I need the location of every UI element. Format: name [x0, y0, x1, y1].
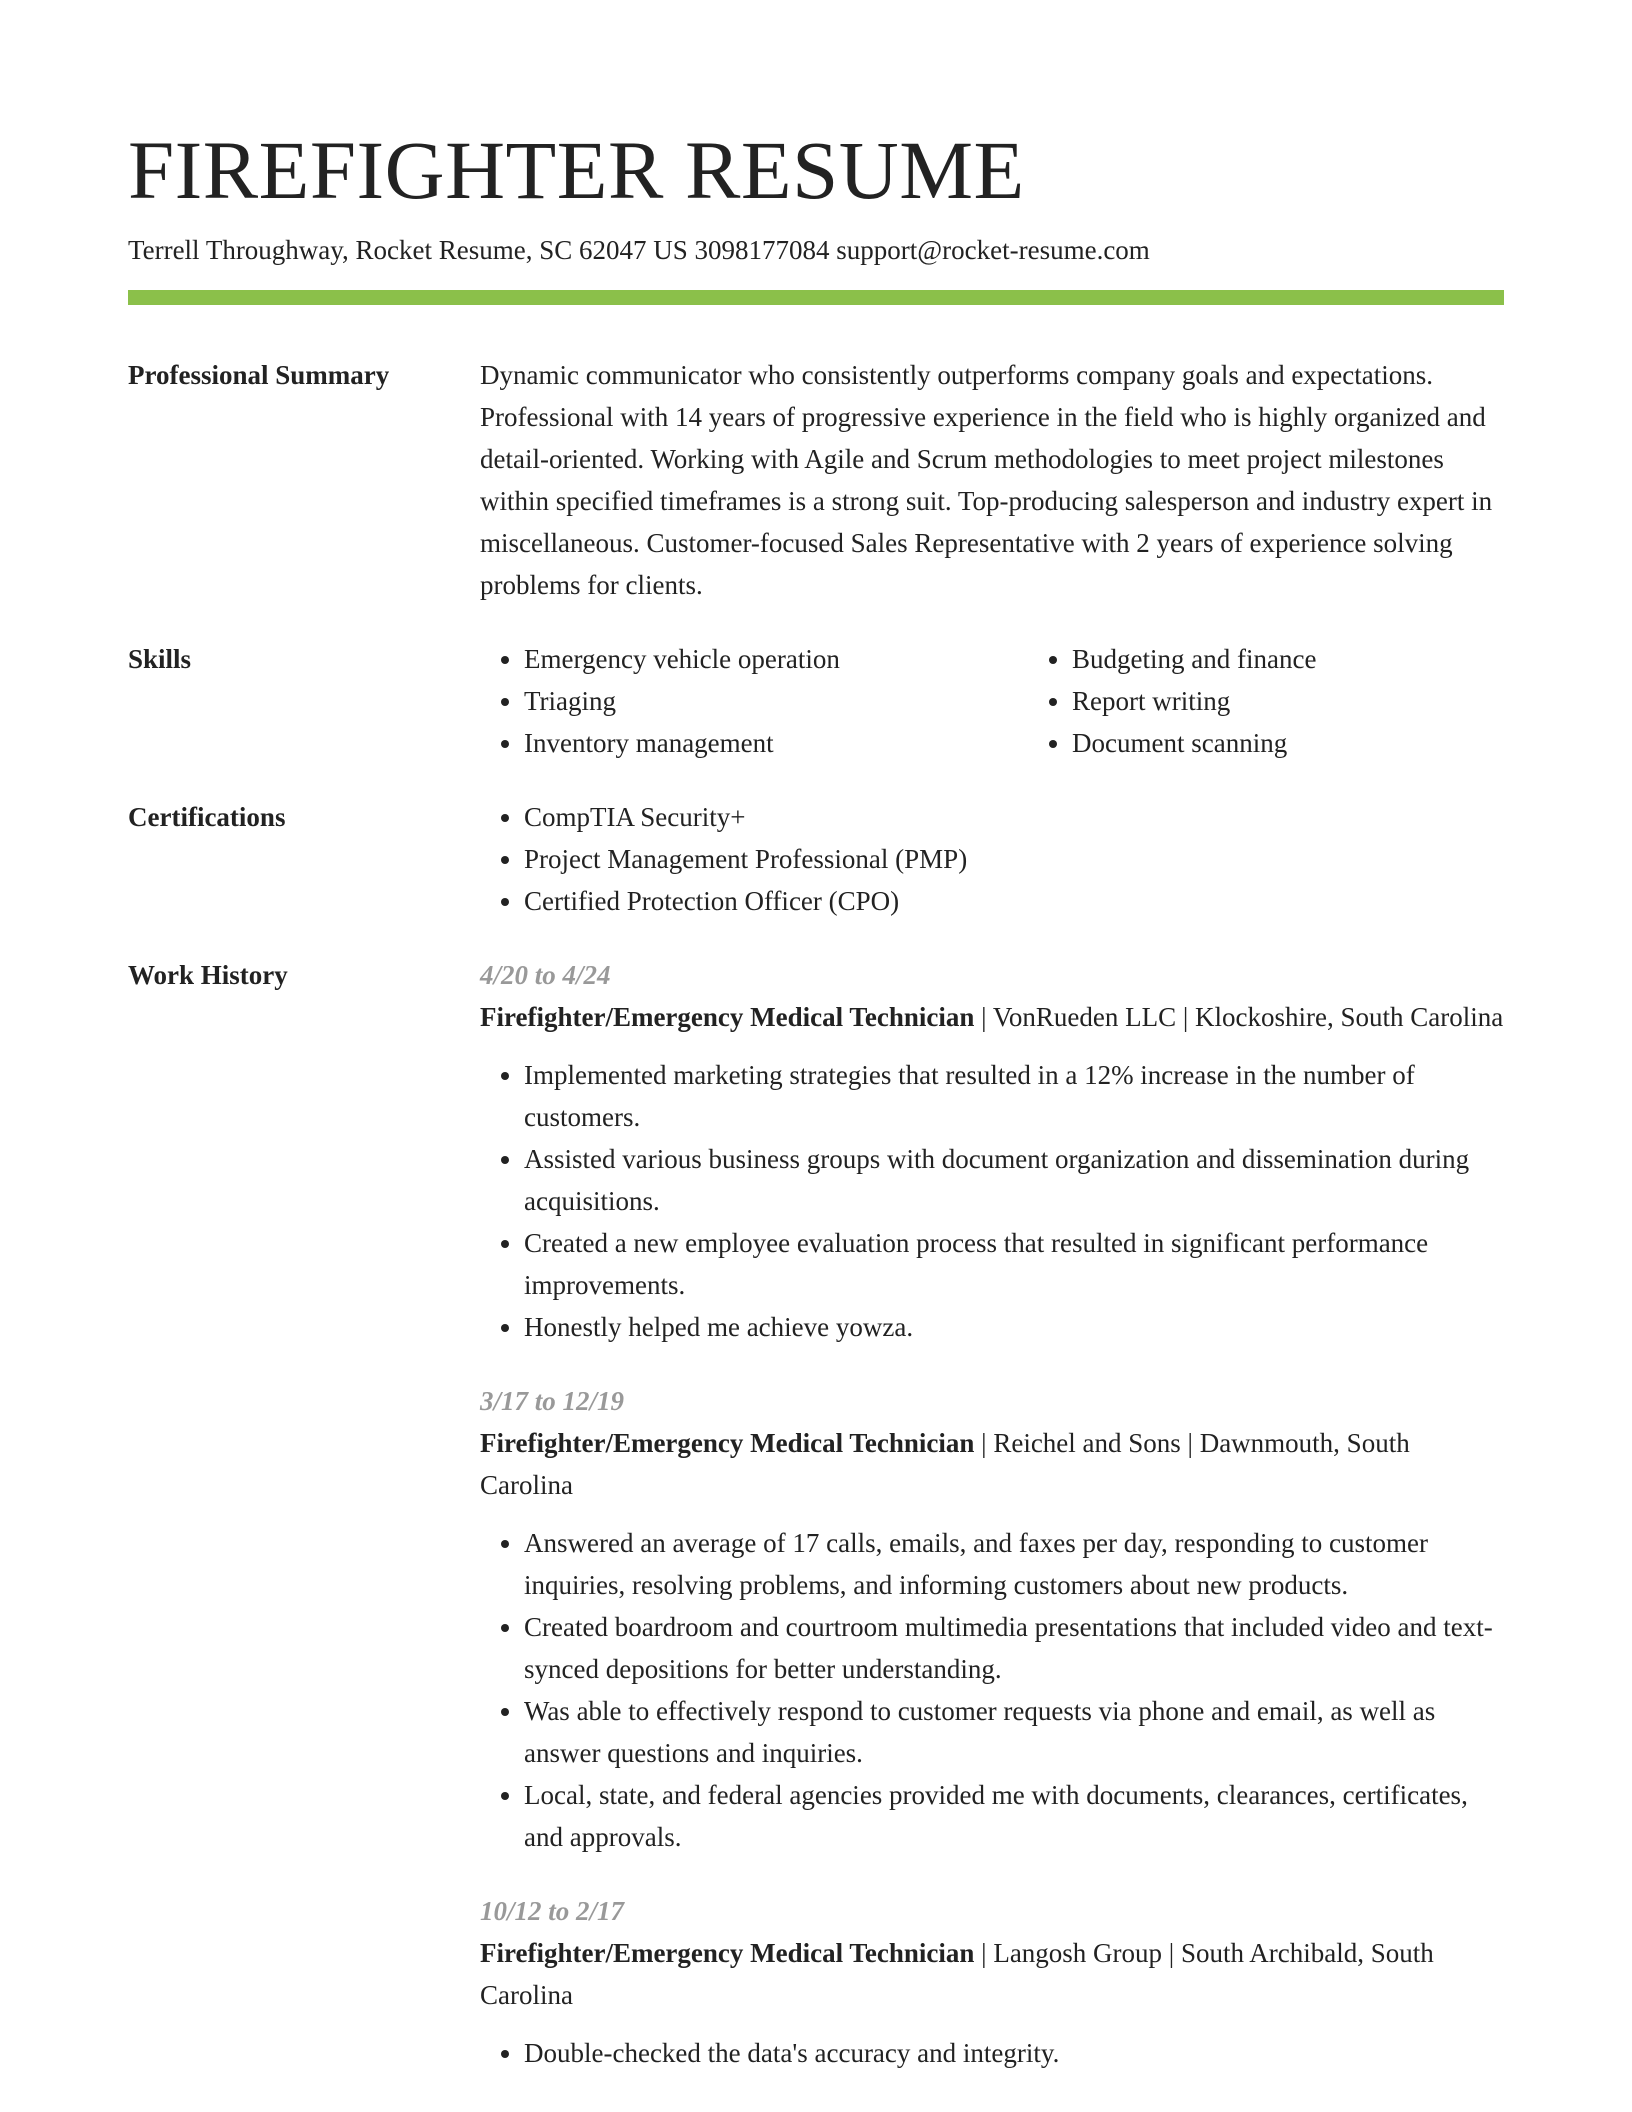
contact-line: Terrell Throughway, Rocket Resume, SC 62047 US 3098177084 support@rocket-resume.com: [128, 235, 1150, 265]
work-history-body: [480, 954, 1504, 2106]
job-heading: [480, 1422, 1504, 1506]
job-bullet: • Implemented marketing strategies that resulted in a 12% increase in the number of customers.: [524, 1054, 1504, 1138]
job-bullet: • Answered an average of 17 calls, emails, and faxes per day, responding to customer inquiries, resolving problems, and informing customers about new products.: [524, 1522, 1504, 1606]
job-dates: 3/17 to 12/19: [480, 1386, 625, 1416]
skills-section: [128, 638, 1504, 764]
skill-item: • Emergency vehicle operation: [524, 638, 1028, 680]
skill-item: • Budgeting and finance: [1072, 638, 1576, 680]
professional-summary-section: [128, 354, 1504, 606]
job-bullets: [480, 2032, 1504, 2074]
job-bullet: • Created boardroom and courtroom multimedia presentations that included video and text-synced depositions for better understanding.: [524, 1606, 1504, 1690]
job-bullets: [480, 1522, 1504, 1858]
job-entry: [480, 954, 1504, 1348]
job-title: Firefighter/Emergency Medical Technician: [480, 1002, 975, 1032]
job-dates: 4/20 to 4/24: [480, 960, 611, 990]
job-details: | Reichel and Sons | Dawnmouth, South Carolina: [480, 1428, 1410, 1500]
skill-item: • Triaging: [524, 680, 1028, 722]
job-entry: [480, 1380, 1504, 1858]
section-label-skills: Skills: [128, 644, 192, 674]
work-history-section: [128, 954, 1504, 2106]
header-divider: [128, 290, 1504, 305]
job-heading: [480, 1932, 1504, 2016]
skills-list-left: [480, 638, 1028, 764]
certifications-section: [128, 796, 1504, 922]
job-heading: [480, 996, 1504, 1038]
job-bullets: [480, 1054, 1504, 1348]
job-bullet: • Double-checked the data's accuracy and integrity.: [524, 2032, 1504, 2074]
section-label-summary: Professional Summary: [128, 360, 390, 390]
certification-item: • CompTIA Security+: [524, 796, 1504, 838]
skills-grid: [480, 638, 1576, 764]
job-bullet: • Local, state, and federal agencies provided me with documents, clearances, certificates, and approvals.: [524, 1774, 1504, 1858]
skill-item: • Inventory management: [524, 722, 1028, 764]
job-bullet: • Honestly helped me achieve yowza.: [524, 1306, 1504, 1348]
job-entry: [480, 1890, 1504, 2074]
job-title: Firefighter/Emergency Medical Technician: [480, 1428, 975, 1458]
resume-page: [128, 120, 1504, 2106]
skill-item: • Document scanning: [1072, 722, 1576, 764]
job-dates: 10/12 to 2/17: [480, 1896, 625, 1926]
summary-text: Dynamic communicator who consistently outperforms company goals and expectations. Professional with 14 years of progressive experience in the field who is highly organized and detail-oriented. Working with Agile and Scrum methodologies to meet project milestones within specified timeframes is a strong suit. Top-producing salesperson and industry expert in miscellaneous. Customer-focused Sales Representative with 2 years of experience solving problems for clients.: [480, 360, 1493, 600]
job-details: | VonRueden LLC | Klockoshire, South Carolina: [974, 1002, 1504, 1032]
job-bullet: • Created a new employee evaluation process that resulted in significant performance improvements.: [524, 1222, 1504, 1306]
certifications-list: [480, 796, 1504, 922]
section-label-certifications: Certifications: [128, 802, 286, 832]
skills-list-right: [1028, 638, 1576, 764]
resume-title: FIREFIGHTER RESUME: [128, 124, 1025, 216]
certifications-body: [480, 796, 1504, 922]
skill-item: • Report writing: [1072, 680, 1576, 722]
job-bullet: • Assisted various business groups with document organization and dissemination during acquisitions.: [524, 1138, 1504, 1222]
job-title: Firefighter/Emergency Medical Technician: [480, 1938, 975, 1968]
section-label-work-history: Work History: [128, 960, 288, 990]
job-bullet: • Was able to effectively respond to customer requests via phone and email, as well as answer questions and inquiries.: [524, 1690, 1504, 1774]
certification-item: • Certified Protection Officer (CPO): [524, 880, 1504, 922]
certification-item: • Project Management Professional (PMP): [524, 838, 1504, 880]
job-details: | Langosh Group | South Archibald, South Carolina: [480, 1938, 1434, 2010]
